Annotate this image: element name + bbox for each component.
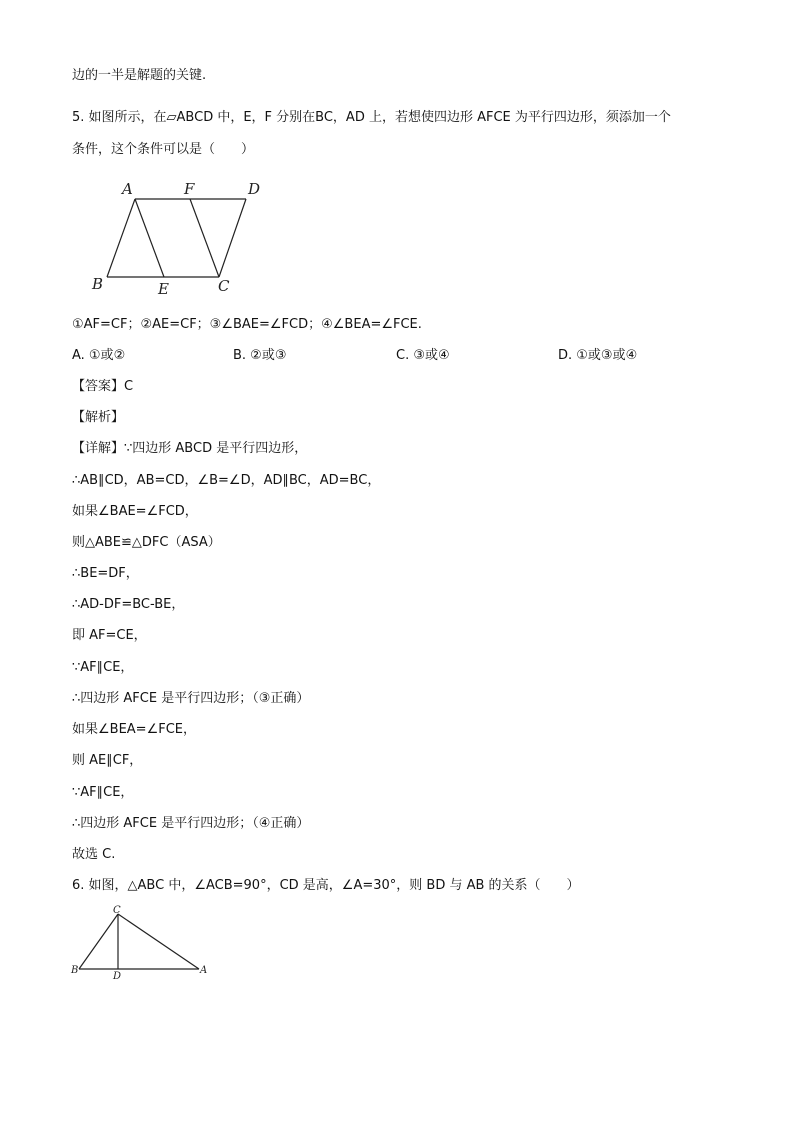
- text-line: 边的一半是解题的关键.: [72, 68, 207, 83]
- solution-line: ∴四边形 AFCE 是平行四边形；（④正确）: [72, 816, 310, 831]
- point-label-a: A: [200, 965, 208, 976]
- conditions-line: ①AF=CF；②AE=CF；③∠BAE=∠FCD；④∠BEA=∠FCE.: [72, 317, 422, 332]
- point-label-d: D: [113, 971, 122, 982]
- point-label-d: D: [248, 180, 261, 198]
- point-label-a: A: [122, 180, 133, 198]
- question-5-text: 5. 如图所示，在▱ABCD 中，E，F 分别在BC，AD 上，若想使四边形 AFCE 为平行四边形，须添加一个: [72, 110, 671, 125]
- point-label-f: F: [184, 180, 195, 198]
- solution-line: 则△ABE≌△DFC（ASA）: [72, 535, 221, 550]
- point-label-c: C: [218, 277, 230, 295]
- solution-line: 故选 C.: [72, 847, 116, 862]
- solution-line: ∴AB∥CD，AB=CD，∠B=∠D，AD∥BC，AD=BC，: [72, 473, 381, 488]
- triangle-figure: [66, 902, 216, 982]
- question-5-text-cont: 条件，这个条件可以是（ ）: [72, 142, 255, 157]
- solution-line: ∴BE=DF，: [72, 566, 139, 581]
- option-a: A. ①或②: [72, 348, 126, 363]
- solution-line: 即 AF=CE，: [72, 628, 147, 643]
- analysis-heading: 【解析】: [72, 410, 125, 425]
- solution-line: 如果∠BAE=∠FCD，: [72, 504, 198, 519]
- point-label-c: C: [113, 905, 121, 916]
- solution-line: ∵AF∥CE，: [72, 785, 134, 800]
- point-label-e: E: [158, 280, 169, 298]
- option-b: B. ②或③: [233, 348, 287, 363]
- question-6-text: 6. 如图，△ABC 中，∠ACB=90°，CD 是高，∠A=30°，则 BD 与 AB 的关系（ ）: [72, 878, 580, 893]
- point-label-b: B: [71, 965, 79, 976]
- solution-line: 如果∠BEA=∠FCE，: [72, 722, 196, 737]
- solution-line: ∴AD-DF=BC-BE，: [72, 597, 185, 612]
- point-label-b: B: [92, 275, 104, 293]
- parallelogram-figure: [86, 178, 276, 298]
- solution-line: ∵AF∥CE，: [72, 660, 134, 675]
- answer-line: 【答案】C: [72, 379, 134, 394]
- option-d: D. ①或③或④: [558, 348, 638, 363]
- solution-line: ∴四边形 AFCE 是平行四边形；（③正确）: [72, 691, 310, 706]
- option-c: C. ③或④: [396, 348, 450, 363]
- solution-line: 【详解】∵四边形 ABCD 是平行四边形，: [72, 441, 308, 456]
- solution-line: 则 AE∥CF，: [72, 753, 143, 768]
